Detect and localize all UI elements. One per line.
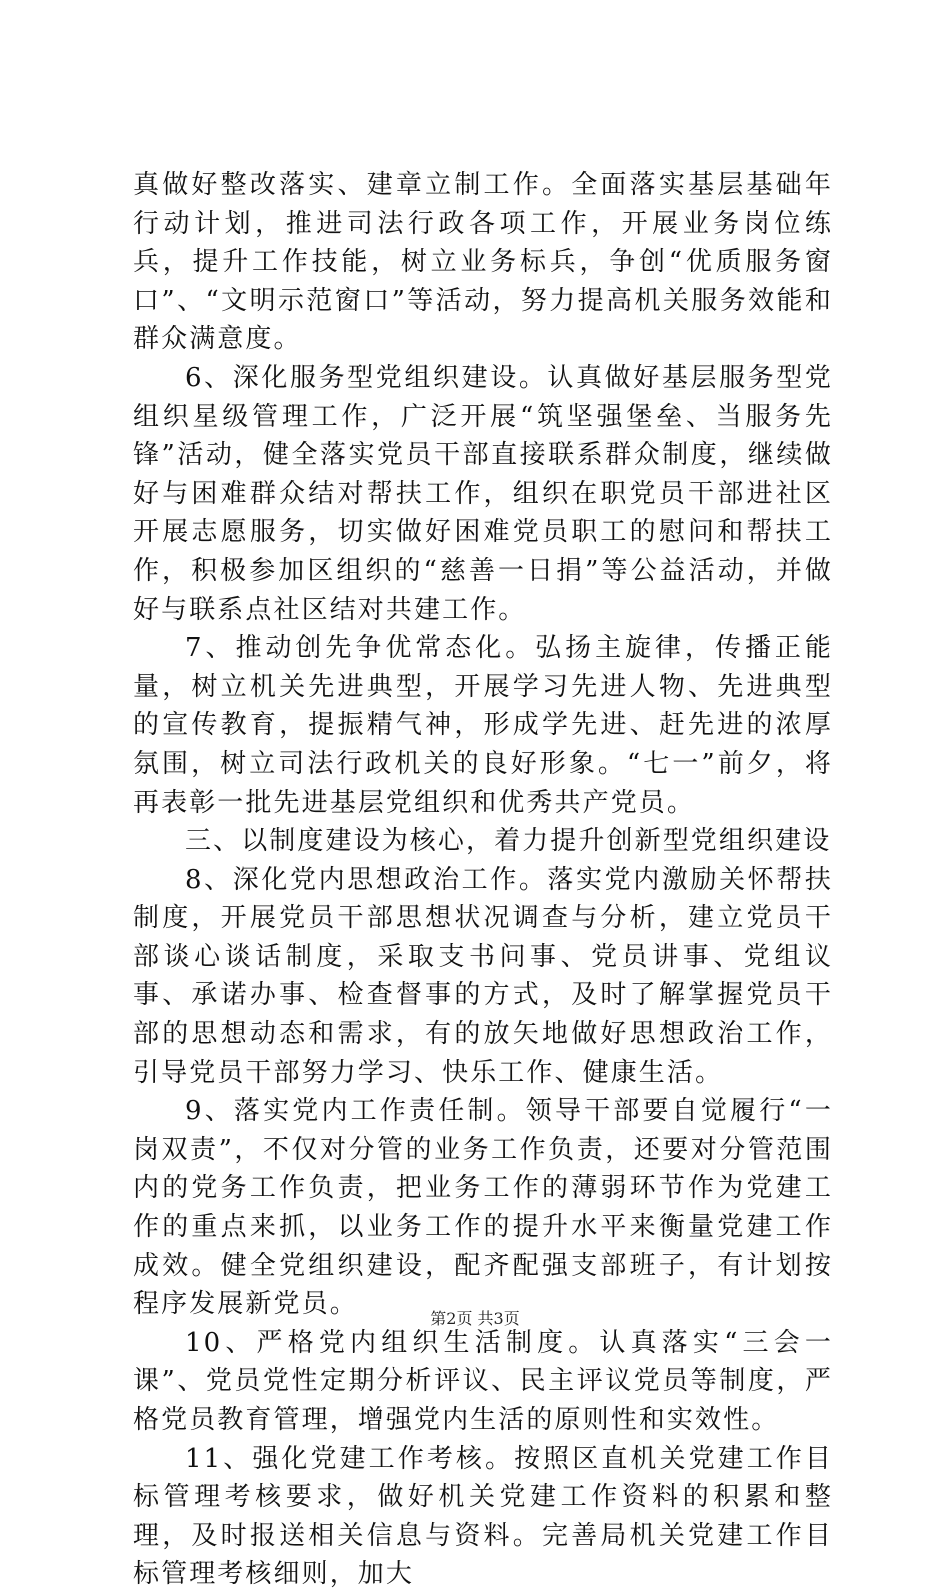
document-body (133, 166, 833, 1594)
page-footer (0, 1306, 950, 1329)
paragraph-item-8: 8、深化党内思想政治工作。落实党内激励关怀帮扶制度，开展党员干部思想状况调查与分析，建立党员干部谈心谈话制度，采取支书问事、党员讲事、党组议事、承诺办事、检查督事的方式，及时了解掌握党员干部的思想动态和需求，有的放矢地做好思想政治工作，引导党员干部努力学习、快乐工作、健康生活。 (133, 864, 833, 1088)
paragraph-item-6: 6、深化服务型党组织建设。认真做好基层服务型党组织星级管理工作，广泛开展“筑坚强堡垒、当服务先锋”活动，健全落实党员干部直接联系群众制度，继续做好与困难群众结对帮扶工作，组织在职党员干部进社区开展志愿服务，切实做好困难党员职工的慰问和帮扶工作，积极参加区组织的“慈善一日捐”等公益活动，并做好与联系点社区结对共建工作。 (133, 362, 833, 625)
paragraph-item-7: 7、推动创先争优常态化。弘扬主旋律，传播正能量，树立机关先进典型，开展学习先进人物、先进典型的宣传教育，提振精气神，形成学先进、赶先进的浓厚氛围，树立司法行政机关的良好形象。“七一”前夕，将再表彰一批先进基层党组织和优秀共产党员。 (133, 633, 833, 818)
page-number-label: 第2页 共3页 (430, 1309, 520, 1328)
paragraph-item-11: 11、强化党建工作考核。按照区直机关党建工作目标管理考核要求，做好机关党建工作资料的积累和整理，及时报送相关信息与资料。完善局机关党建工作目标管理考核细则，加大 (133, 1443, 833, 1590)
paragraph-continuation: 真做好整改落实、建章立制工作。全面落实基层基础年行动计划，推进司法行政各项工作，开展业务岗位练兵，提升工作技能，树立业务标兵，争创“优质服务窗口”、“文明示范窗口”等活动，努力提高机关服务效能和群众满意度。 (133, 170, 833, 355)
paragraph-item-10: 10、严格党内组织生活制度。认真落实“三会一课”、党员党性定期分析评议、民主评议党员等制度，严格党员教育管理，增强党内生活的原则性和实效性。 (133, 1327, 833, 1435)
paragraph-item-9: 9、落实党内工作责任制。领导干部要自觉履行“一岗双责”，不仅对分管的业务工作负责，还要对分管范围内的党务工作负责，把业务工作的薄弱环节作为党建工作的重点来抓，以业务工作的提升水平来衡量党建工作成效。健全党组织建设，配齐配强支部班子，有计划按程序发展新党员。 (133, 1096, 833, 1320)
section-heading-3: 三、以制度建设为核心，着力提升创新型党组织建设 (185, 826, 832, 857)
